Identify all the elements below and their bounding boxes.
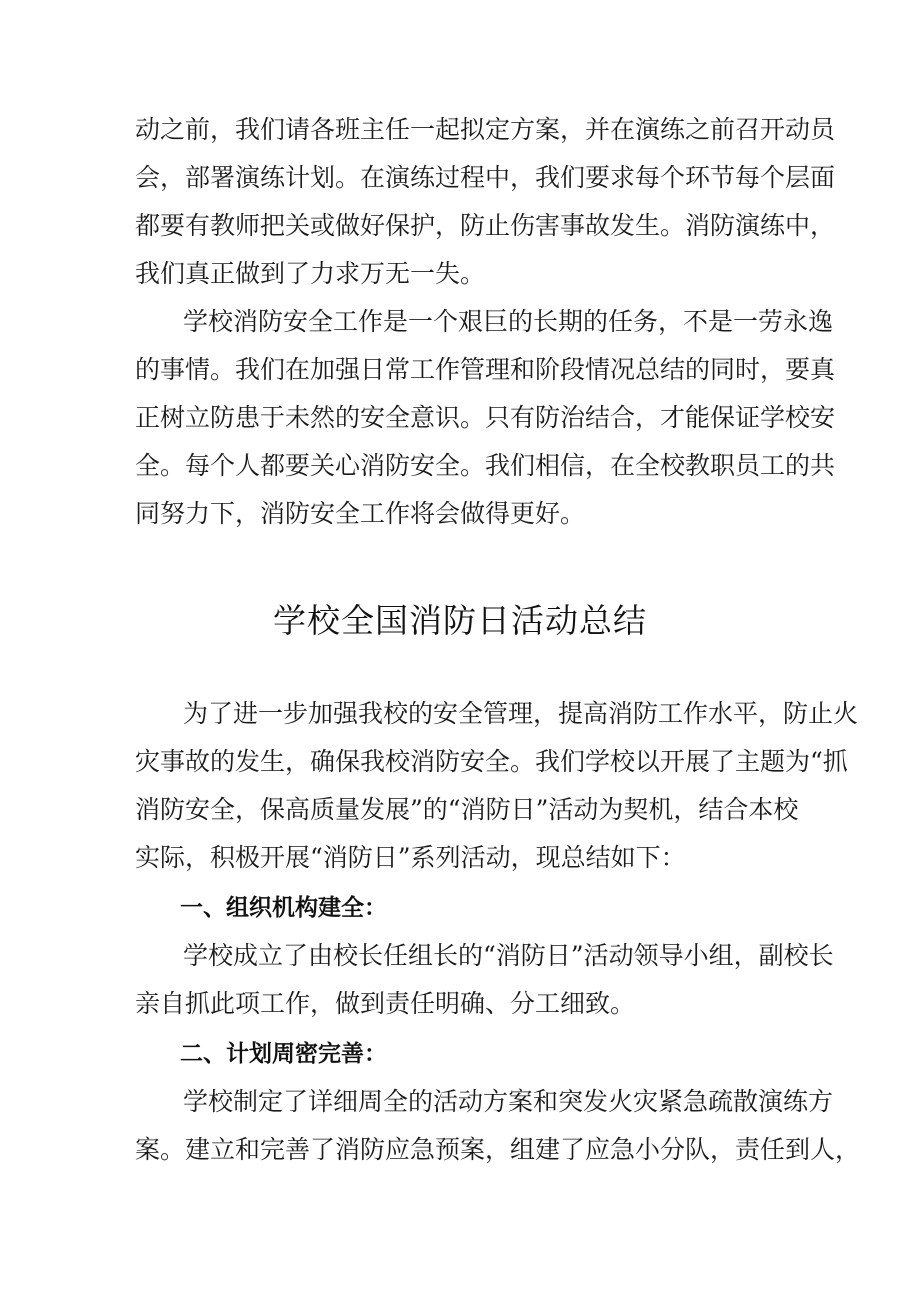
document-title: 学校全国消防日活动总结 xyxy=(273,601,647,640)
paragraph-line: 我们真正做到了力求万无一失。 xyxy=(135,259,486,288)
paragraph-line: 同努力下，消防安全工作将会做得更好。 xyxy=(135,499,586,528)
paragraph-line: 亲自抓此项工作，做到责任明确、分工细致。 xyxy=(135,989,636,1018)
paragraph-line: 灾事故的发生，确保我校消防安全。我们学校以开展了主题为“抓 xyxy=(135,747,848,776)
paragraph-line: 正树立防患于未然的安全意识。只有防治结合，才能保证学校安 xyxy=(135,403,836,432)
paragraph-line: 案。建立和完善了消防应急预案，组建了应急小分队，责任到人， xyxy=(135,1135,861,1164)
paragraph-line: 学校成立了由校长任组长的“消防日”活动领导小组，副校长 xyxy=(183,941,834,970)
paragraph-line: 会，部署演练计划。在演练过程中，我们要求每个环节每个层面 xyxy=(135,163,836,192)
paragraph-line: 全。每个人都要关心消防安全。我们相信，在全校教职员工的共 xyxy=(135,451,836,480)
paragraph-line: 实际，积极开展“消防日”系列活动，现总结如下： xyxy=(135,843,686,872)
section-heading: 一、组织机构建全： xyxy=(180,895,387,921)
paragraph-line: 学校制定了详细周全的活动方案和突发火灾紧急疏散演练方 xyxy=(183,1087,834,1116)
paragraph-line: 为了进一步加强我校的安全管理，提高消防工作水平，防止火 xyxy=(183,699,859,728)
paragraph-line: 的事情。我们在加强日常工作管理和阶段情况总结的同时，要真 xyxy=(135,355,836,384)
paragraph-line: 学校消防安全工作是一个艰巨的长期的任务，不是一劳永逸 xyxy=(183,307,834,336)
paragraph-line: 都要有教师把关或做好保护，防止伤害事故发生。消防演练中， xyxy=(135,211,836,240)
paragraph-line: 消防安全，保高质量发展”的“消防日”活动为契机，结合本校 xyxy=(135,795,799,824)
paragraph-line: 动之前，我们请各班主任一起拟定方案，并在演练之前召开动员 xyxy=(135,115,836,144)
section-heading: 二、计划周密完善： xyxy=(180,1041,387,1067)
